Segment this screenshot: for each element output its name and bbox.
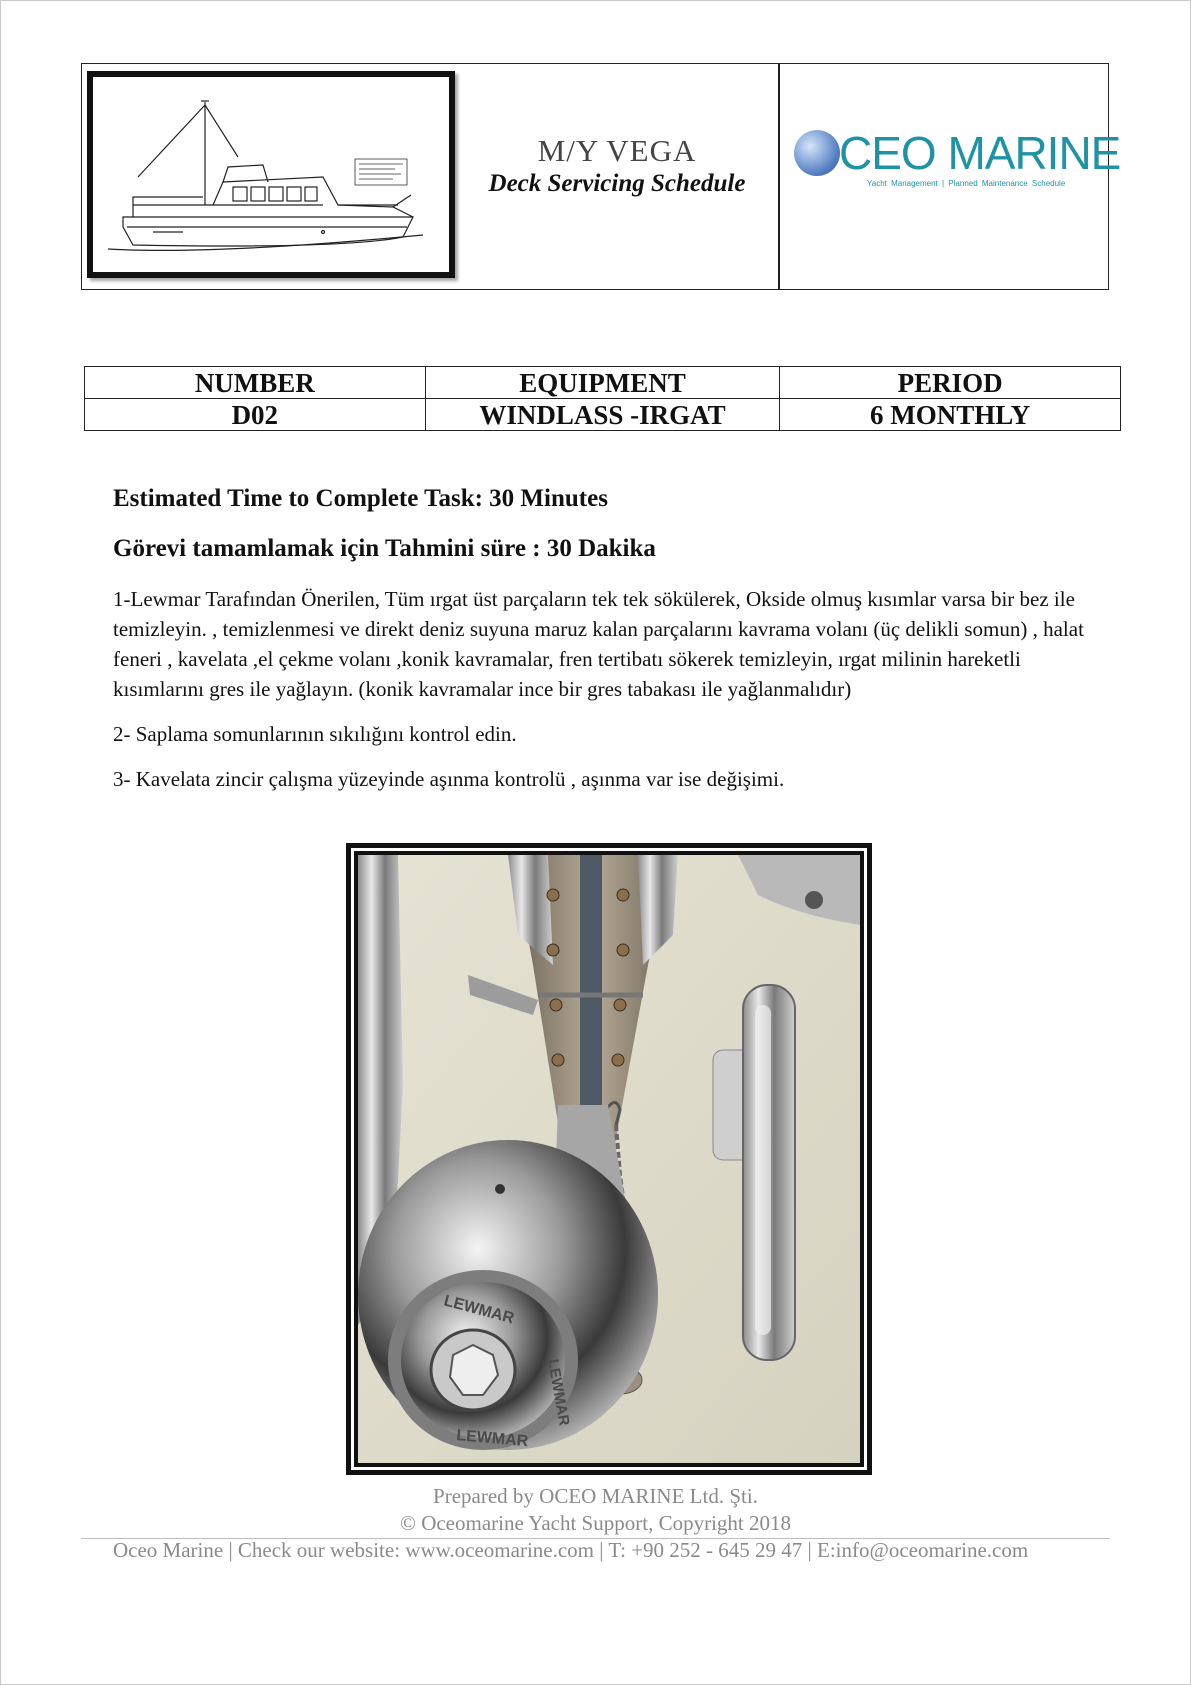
footer-contact: Oceo Marine | Check our website: www.oceomarine.com | T: +90 252 - 645 29 47 | E:info@oceomarine.com — [113, 1538, 1029, 1562]
windlass-brand-top: LEWMAR — [441, 1292, 516, 1328]
windlass-photo — [346, 843, 872, 1475]
header-title-block — [452, 134, 782, 200]
logo-globe-icon — [794, 130, 840, 176]
estimated-time-turkish: Görevi tamamlamak için Tahmini süre : 30 Dakika — [113, 535, 656, 562]
step-1: 1-Lewmar Tarafından Önerilen, Tüm ırgat üst parçaların tek tek sökülerek, Okside olmuş kısımlar varsa bir bez ile temizleyin. , temizlenmesi ve direkt deniz suyuna maruz kalan parçalarını kavrama volanı (üç delikli somun) , halat feneri , kavelata ,el çekme volanı ,konik kavramalar, fren tertibatı sökerek temizleyin, ırgat milinin hareketli kısımlarını gres ile yağlayın. (konik kavramalar ince bir gres tabakası ile yağlanmalıdır) — [113, 587, 1084, 701]
company-logo — [787, 127, 1121, 190]
boat-illustration — [93, 77, 449, 272]
windlass-photo-image — [358, 855, 860, 1463]
footer-prepared-by: Prepared by OCEO MARINE Ltd. Şti. — [433, 1484, 758, 1508]
header-period: PERIOD — [780, 367, 1121, 399]
logo-text: CEO MARINE — [839, 127, 1121, 179]
step-2: 2- Saplama somunlarının sıkılığını kontrol edin. — [113, 722, 517, 746]
windlass-brand-bottom: LEWMAR — [455, 1427, 529, 1451]
header-equipment: EQUIPMENT — [425, 367, 780, 399]
logo-tagline: Yacht Management | Planned Maintenance Schedule — [867, 179, 1066, 188]
vessel-name: M/Y VEGA — [537, 133, 697, 168]
schedule-name: Deck Servicing Schedule — [488, 170, 746, 197]
windlass-brand-side: LEWMAR — [544, 1357, 573, 1428]
equipment-info-table — [84, 366, 1121, 431]
header-divider — [778, 64, 780, 289]
cell-period: 6 MONTHLY — [780, 399, 1121, 431]
document-header — [81, 63, 1121, 290]
footer-copyright: © Oceomarine Yacht Support, Copyright 2018 — [399, 1511, 791, 1535]
table-header-row — [85, 367, 1121, 399]
step-3: 3- Kavelata zincir çalışma yüzeyinde aşınma kontrolü , aşınma var ise değişimi. — [113, 767, 785, 791]
table-row — [85, 399, 1121, 431]
task-steps — [113, 584, 1113, 809]
boat-drawing — [87, 71, 455, 278]
estimated-time-english: Estimated Time to Complete Task: 30 Minutes — [113, 485, 608, 512]
cell-number: D02 — [85, 399, 426, 431]
header-number: NUMBER — [85, 367, 426, 399]
cell-equipment: WINDLASS -IRGAT — [425, 399, 780, 431]
